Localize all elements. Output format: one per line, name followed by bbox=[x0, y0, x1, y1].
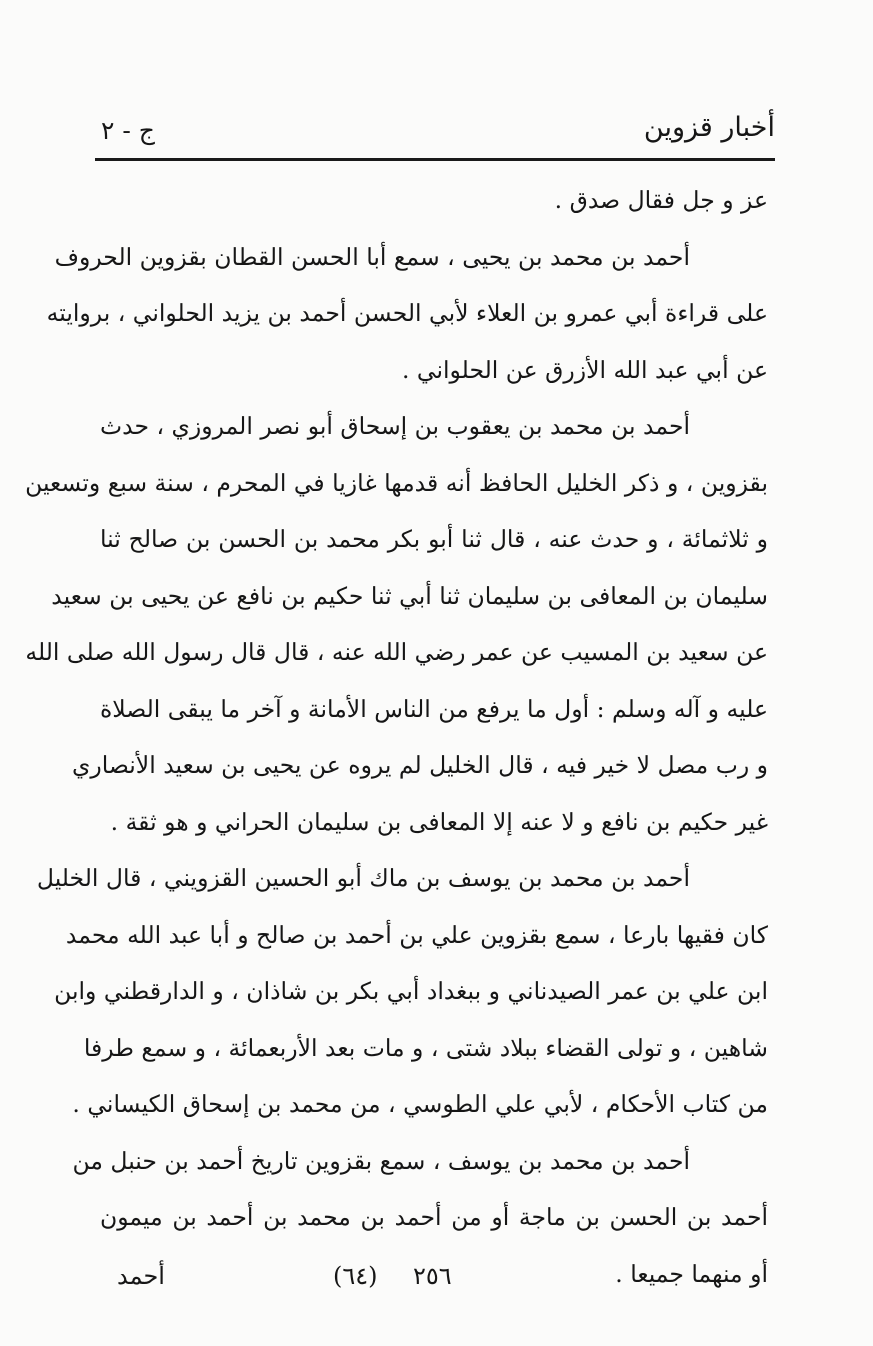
text-line: كان فقيها بارعا ، سمع بقزوين علي بن أحمد بن صالح و أبا عبد الله محمد bbox=[65, 920, 768, 949]
signature-mark: (٦٤) bbox=[333, 1262, 378, 1290]
text-line: و رب مصل لا خير فيه ، قال الخليل لم يروه عن يحيى بن سعيد الأنصاري bbox=[71, 751, 768, 779]
text-line: ابن علي بن عمر الصيدناني و ببغداد أبي بكر بن شاذان ، و الدارقطني وابن bbox=[54, 977, 768, 1005]
catchword: أحمد bbox=[117, 1262, 165, 1290]
text-line: أو منهما جميعا . bbox=[615, 1259, 768, 1288]
text-line: غير حكيم بن نافع و لا عنه إلا المعافى بن سليمان الحراني و هو ثقة . bbox=[110, 807, 768, 836]
text-line: أحمد بن محمد بن يعقوب بن إسحاق أبو نصر المروزي ، حدث bbox=[100, 412, 690, 440]
text-line: و ثلاثمائة ، و حدث عنه ، قال ثنا أبو بكر محمد بن الحسن بن صالح ثنا bbox=[100, 525, 768, 553]
text-line: بقزوين ، و ذكر الخليل الحافظ أنه قدمها غازيا في المحرم ، سنة سبع وتسعين bbox=[25, 468, 768, 497]
text-line: أحمد بن محمد بن يوسف ، سمع بقزوين تاريخ أحمد بن حنبل من bbox=[72, 1146, 690, 1175]
volume-label: ج - ٢ bbox=[101, 116, 155, 145]
text-line: من كتاب الأحكام ، لأبي علي الطوسي ، من محمد بن إسحاق الكيساني . bbox=[72, 1090, 768, 1118]
text-line: عن سعيد بن المسيب عن عمر رضي الله عنه ، قال قال رسول الله صلى الله bbox=[25, 638, 768, 666]
text-line: أحمد بن الحسن بن ماجة أو من أحمد بن محمد بن أحمد بن ميمون bbox=[100, 1203, 768, 1231]
text-line: عز و جل فقال صدق . bbox=[554, 186, 768, 214]
text-line: أحمد بن محمد بن يوسف بن ماك أبو الحسين القزويني ، قال الخليل bbox=[36, 864, 690, 892]
text-line: أحمد بن محمد بن يحيى ، سمع أبا الحسن القطان بقزوين الحروف bbox=[54, 242, 690, 271]
page-number: ٢٥٦ bbox=[413, 1262, 452, 1290]
text-line: عن أبي عبد الله الأزرق عن الحلواني . bbox=[401, 355, 768, 384]
running-header bbox=[95, 106, 775, 156]
header-rule bbox=[95, 158, 775, 161]
book-title: أخبار قزوين bbox=[643, 112, 775, 143]
text-line: شاهين ، و تولى القضاء ببلاد شتى ، و مات بعد الأربعمائة ، و سمع طرفا bbox=[83, 1033, 768, 1062]
text-line: عليه و آله وسلم : أول ما يرفع من الناس الأمانة و آخر ما يبقى الصلاة bbox=[99, 694, 768, 723]
text-line: سليمان بن المعافى بن سليمان ثنا أبي ثنا حكيم بن نافع عن يحيى بن سعيد bbox=[51, 581, 768, 610]
page-footer bbox=[95, 1256, 775, 1306]
text-line: على قراءة أبي عمرو بن العلاء لأبي الحسن أحمد بن يزيد الحلواني ، بروايته bbox=[46, 299, 768, 327]
page-body bbox=[25, 172, 768, 1302]
